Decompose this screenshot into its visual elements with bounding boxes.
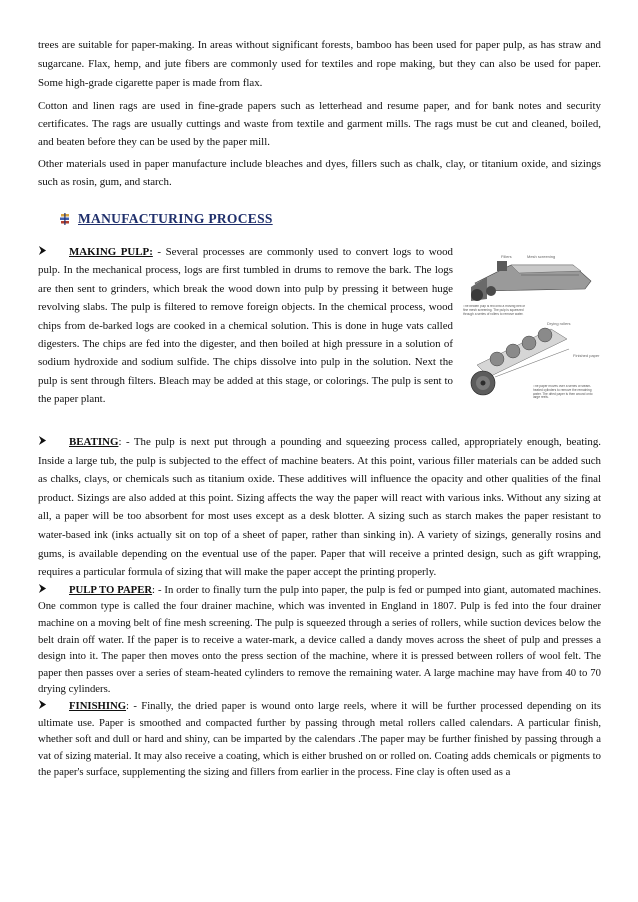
section-heading	[60, 211, 601, 227]
finishing-paragraph	[38, 698, 601, 781]
making-pulp-block	[38, 243, 601, 421]
arrow-bullet-icon	[38, 700, 47, 709]
making-pulp-paragraph	[38, 243, 453, 409]
making-pulp-text: - Several processes are commonly used to convert logs to wood pulp. In the mechanical process, logs are first tumbled in drums to remove the bark. The logs are then sent to grinders, which break the wood down into pulp by pressing it between huge revolving slabs. The pulp is filtered to remove foreign objects. In the chemical process, wood chips from de-barked logs are cooked in a chemical solution. This is done in huge vats called digesters. The chips are fed into the digester, and then boiled at high pressure in a solution of sodium hydroxide and sodium sulfide. The chips dissolve into pulp in the solution. Next the pulp is sent through filters. Bleach may be added at this stage, or colorings. The pulp is sent to the paper plant.	[38, 246, 453, 406]
making-pulp-heading: MAKING PULP:	[69, 246, 153, 258]
paper-machine-illustration	[461, 245, 601, 421]
paragraph-rags: Cotton and linen rags are used in fine-grade papers such as letterhead and resume paper, and for bank notes and security certificates. The rags are usually cuttings and waste from textile and garment mills. The rags must be cut and cleaned, boiled, and beaten before they can be used by the paper mill.	[38, 100, 601, 148]
figure-label-fillers: Fillers	[501, 254, 512, 259]
figure-label-finished: Finished paper	[573, 353, 600, 358]
paragraph-fibers: trees are suitable for paper-making. In areas without significant forests, bamboo has been used for paper pulp, as has straw and sugarcane. Flax, hemp, and jute fibers are commonly used for textiles and rope making, but they can also be used for paper. Some high-grade cigarette paper is made from flax.	[38, 39, 601, 89]
figure-label-mesh: Mesh screening	[527, 254, 556, 259]
figure-label-drying: Drying rollers	[547, 321, 571, 326]
pulp-to-paper-paragraph	[38, 582, 601, 698]
arrow-bullet-icon	[38, 584, 47, 593]
finishing-heading: FINISHING	[69, 699, 127, 712]
figure-caption-top: The beaten pulp is fed onto a moving belt of fine mesh screening. The pulp is squeezed through a series of rollers to remove water.	[463, 305, 526, 316]
paragraph-other-materials: Other materials used in paper manufacture include bleaches and dyes, fillers such as chalk, clay, or titanium oxide, and sizings such as rosin, gum, and starch.	[38, 158, 601, 188]
figure-caption-bottom: The paper moves over a series of steam-heated cylinders to remove the remaining water. The dried paper is then wound onto large reels.	[533, 385, 593, 400]
beating-heading: BEATING	[69, 436, 119, 448]
arrow-bullet-icon	[38, 436, 47, 445]
arrow-bullet-icon	[38, 246, 47, 255]
pulp-to-paper-heading: PULP TO PAPER	[69, 583, 153, 596]
finishing-text: : - Finally, the dried paper is wound onto large reels, where it will be further processed depending on its ultimate use. Paper is smoothed and compacted further by passing through metal rollers called calendars. A particular finish, whether soft and dull or hard and shiny, can be imparted by the calendars .The paper may be further finished by passing through a vat of sizing material. It may also receive a coating, which is either brushed on or rolled on. Coating adds chemicals or pigments to the paper's surface, supplementing the sizing and fillers from earlier in the process. Fine clay is often used as a	[38, 699, 601, 779]
section-title: MANUFACTURING PROCESS	[78, 211, 273, 226]
pulp-to-paper-text: : - In order to finally turn the pulp into paper, the pulp is fed or pumped into giant, automated machines. One common type is called the four drainer machine, which was invented in England in 1807. Pulp is fed into the four drainer machine on a moving belt of fine mesh screening. The pulp is squeezed through a series of rollers, while suction devices below the belt drain off water. If the paper is to receive a water-mark, a device called a dandy moves across the sheet of pulp and presses a design into it. The paper then moves onto the press section of the machine, where it is pressed between rollers of wool felt. The paper then passes over a series of steam-heated cylinders to remove the remaining water. A large machine may have from 40 to 70 drying cylinders.	[38, 583, 601, 696]
document-page	[38, 36, 601, 781]
beating-text: : - The pulp is next put through a pounding and squeezing process called, appropriately enough, beating. Inside a large tub, the pulp is subjected to the effect of machine beaters. At this point, various filler materials can be added such as chalks, clays, or chemicals such as titanium oxide. These additives will influence the opacity and other qualities of the final product. Sizings are also added at this point. Sizing affects the way the paper will react with various inks. Without any sizing at all, a paper will be too absorbent for most uses except as a desk blotter. A sizing such as starch makes the paper resistant to water-based ink (inks actually sit on top of a sheet of paper, rather than sinking in). A variety of sizings, generally rosins and gums, is available depending on the eventual use of the paper. Paper that will receive a printed design, such as gift wrapping, requires a particular formula of sizing that will make the paper accept the printing properly.	[38, 436, 601, 579]
book-stack-icon	[60, 213, 70, 225]
beating-paragraph	[38, 433, 601, 582]
